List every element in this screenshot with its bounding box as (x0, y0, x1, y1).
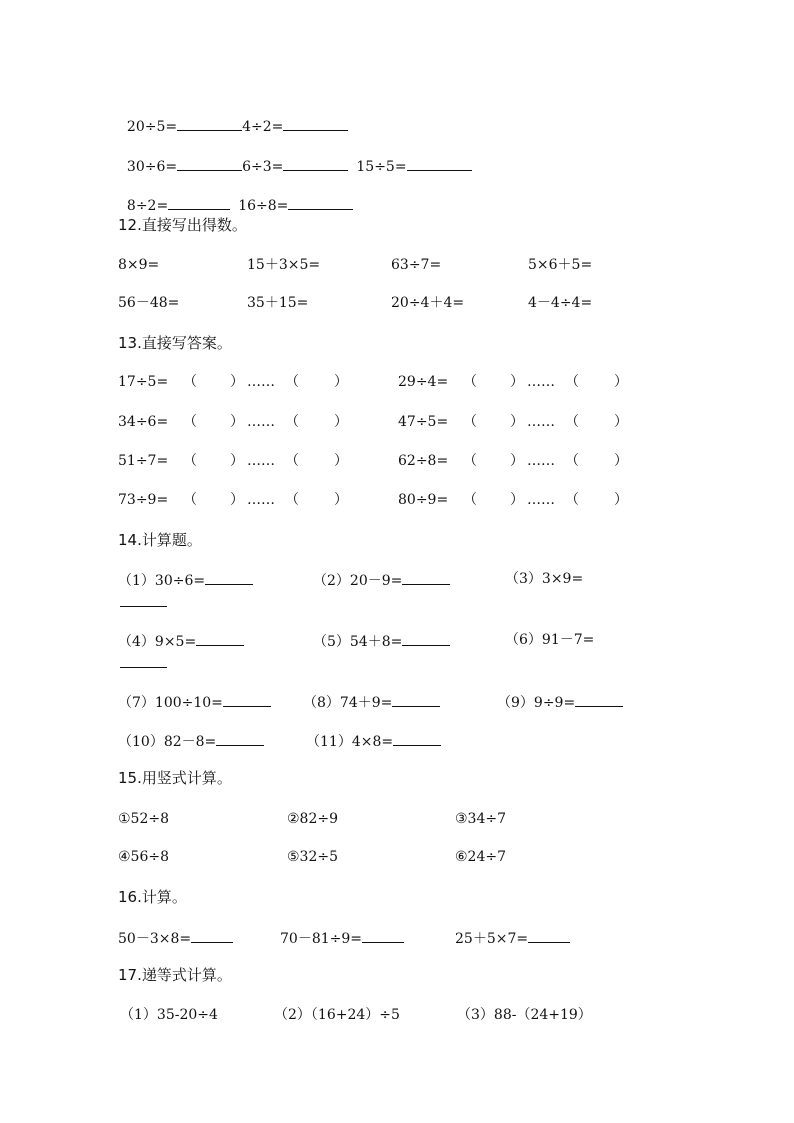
equation: 6÷3= (242, 159, 284, 175)
quotient-paren-close: ） (230, 453, 244, 469)
remainder-paren-open: （ (565, 414, 579, 430)
vertical-calc-item: ②82÷9 (287, 811, 339, 827)
remainder-paren-close: ） (614, 453, 628, 469)
remainder-paren-close: ） (614, 492, 628, 508)
calc-item-blank (120, 653, 167, 673)
remainder-dots: …… (247, 414, 275, 430)
question-13-title: 13.直接写答案。 (118, 334, 232, 352)
division-equation: 47÷5= (398, 414, 449, 430)
equation: 30÷6= (126, 159, 178, 175)
answer-blank[interactable] (120, 592, 167, 607)
quotient-paren-close: ） (230, 414, 244, 430)
remainder-paren-close: ） (614, 414, 628, 430)
equation: 56－48= (118, 295, 180, 311)
quotient-paren-open: （ (183, 492, 197, 508)
calc-item: （10）82－8= (118, 731, 264, 751)
answer-blank[interactable] (177, 156, 242, 171)
quotient-paren-open: （ (183, 414, 197, 430)
vertical-calc-item: ③34÷7 (455, 811, 507, 827)
answer-blank[interactable] (575, 692, 623, 707)
answer-blank[interactable] (402, 631, 450, 646)
answer-blank[interactable] (362, 928, 404, 943)
question-15-title: 15.用竖式计算。 (118, 769, 232, 787)
quotient-paren-open: （ (463, 374, 477, 390)
remainder-paren-close: ） (334, 453, 348, 469)
answer-blank[interactable] (407, 156, 472, 171)
calc-item-blank (120, 592, 167, 612)
remainder-paren-close: ） (334, 374, 348, 390)
answer-blank[interactable] (283, 116, 348, 131)
answer-blank[interactable] (191, 928, 233, 943)
answer-blank[interactable] (196, 631, 244, 646)
answer-blank[interactable] (288, 195, 353, 210)
answer-blank[interactable] (205, 570, 253, 585)
equation: 20÷5= (126, 119, 178, 135)
vertical-calc-item: ④56÷8 (118, 849, 170, 865)
quotient-paren-close: ） (510, 374, 524, 390)
calc-item: 70－81÷9= (280, 928, 404, 948)
remainder-paren-open: （ (565, 374, 579, 390)
remainder-dots: …… (247, 374, 275, 390)
answer-blank[interactable] (402, 570, 450, 585)
quotient-paren-open: （ (183, 374, 197, 390)
remainder-dots: …… (527, 374, 555, 390)
remainder-paren-open: （ (285, 414, 299, 430)
remainder-paren-open: （ (285, 453, 299, 469)
calc-item: （5）54＋8= (313, 631, 450, 651)
remainder-dots: …… (527, 414, 555, 430)
equation: 8÷2= (126, 198, 169, 214)
calc-item: （9）9÷9= (497, 692, 623, 712)
quotient-paren-close: ） (230, 374, 244, 390)
division-equation: 51÷7= (118, 453, 169, 469)
remainder-paren-open: （ (285, 374, 299, 390)
answer-blank[interactable] (392, 692, 440, 707)
equation: 4－4÷4= (528, 295, 593, 311)
answer-blank[interactable] (216, 731, 264, 746)
quotient-paren-close: ） (510, 492, 524, 508)
stepwise-item: （1）35-20÷4 (120, 1007, 218, 1023)
vertical-calc-item: ⑥24÷7 (455, 849, 507, 865)
quotient-paren-open: （ (463, 414, 477, 430)
remainder-paren-open: （ (565, 492, 579, 508)
calc-item: （6）91－7= (505, 632, 595, 648)
remainder-paren-open: （ (565, 453, 579, 469)
answer-blank[interactable] (223, 692, 271, 707)
equation: 8×9= (118, 257, 160, 273)
equation-line (118, 177, 353, 215)
remainder-dots: …… (247, 453, 275, 469)
division-equation: 29÷4= (398, 374, 449, 390)
remainder-paren-open: （ (285, 492, 299, 508)
remainder-paren-close: ） (334, 492, 348, 508)
quotient-paren-close: ） (510, 414, 524, 430)
calc-item: （11）4×8= (306, 731, 441, 751)
remainder-dots: …… (527, 453, 555, 469)
equation: 63÷7= (391, 257, 442, 273)
quotient-paren-open: （ (183, 453, 197, 469)
calc-item: （7）100÷10= (118, 692, 271, 712)
division-equation: 17÷5= (118, 374, 169, 390)
calc-item: 25＋5×7= (455, 928, 570, 948)
question-14-title: 14.计算题。 (118, 531, 202, 549)
calc-item: （2）20－9= (313, 570, 450, 590)
equation: 15÷5= (356, 159, 407, 175)
question-12-title: 12.直接写出得数。 (118, 216, 247, 234)
division-equation: 73÷9= (118, 492, 169, 508)
answer-blank[interactable] (168, 195, 230, 210)
equation-line (118, 98, 348, 136)
equation: 20÷4＋4= (391, 295, 465, 311)
vertical-calc-item: ⑤32÷5 (287, 849, 339, 865)
answer-blank[interactable] (528, 928, 570, 943)
calc-item: 50－3×8= (118, 928, 233, 948)
vertical-calc-item: ①52÷8 (118, 811, 170, 827)
quotient-paren-close: ） (510, 453, 524, 469)
quotient-paren-close: ） (230, 492, 244, 508)
question-17-title: 17.递等式计算。 (118, 966, 232, 984)
stepwise-item: （3）88-（24+19） (457, 1007, 592, 1023)
equation: 35＋15= (247, 295, 309, 311)
division-equation: 62÷8= (398, 453, 449, 469)
calc-item: （4）9×5= (118, 631, 244, 651)
calc-item: （3）3×9= (505, 571, 584, 587)
stepwise-item: （2）（16+24）÷5 (274, 1007, 400, 1023)
question-16-title: 16.计算。 (118, 888, 187, 906)
answer-blank[interactable] (393, 731, 441, 746)
remainder-dots: …… (527, 492, 555, 508)
answer-blank[interactable] (120, 653, 167, 668)
calc-item: （8）74＋9= (303, 692, 440, 712)
equation-line (118, 138, 472, 176)
equation: 5×6＋5= (528, 257, 593, 273)
quotient-paren-open: （ (463, 453, 477, 469)
division-equation: 34÷6= (118, 414, 169, 430)
equation: 4÷2= (242, 119, 284, 135)
remainder-dots: …… (247, 492, 275, 508)
division-equation: 80÷9= (398, 492, 449, 508)
equation: 15＋3×5= (247, 257, 321, 273)
answer-blank[interactable] (283, 156, 348, 171)
answer-blank[interactable] (177, 116, 242, 131)
equation: 16÷8= (238, 198, 289, 214)
quotient-paren-open: （ (463, 492, 477, 508)
remainder-paren-close: ） (334, 414, 348, 430)
remainder-paren-close: ） (614, 374, 628, 390)
calc-item: （1）30÷6= (118, 570, 253, 590)
